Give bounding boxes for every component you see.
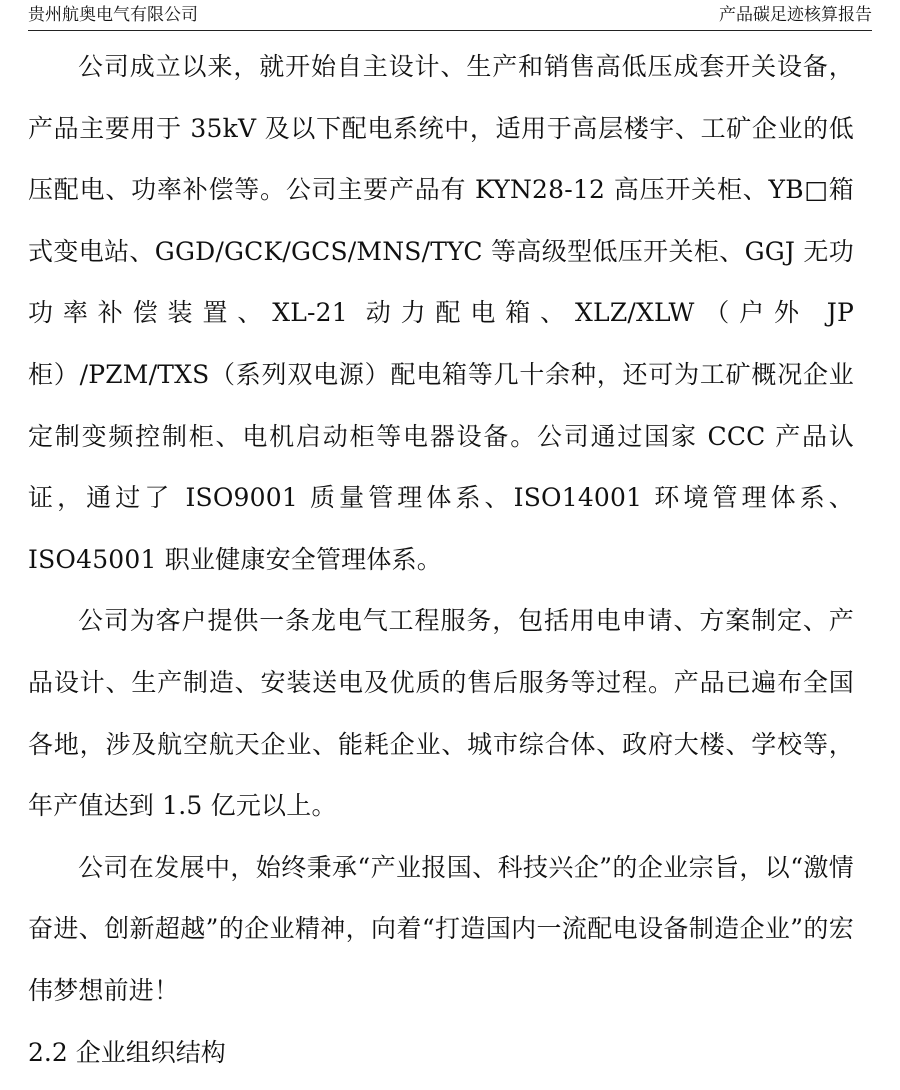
paragraph-company-mission: 公司在发展中，始终秉承“产业报国、科技兴企”的企业宗旨，以“激情奋进、创新超越”的企业精神，向着“打造国内一流配电设备制造企业”的宏伟梦想前进！ [28, 852, 854, 1005]
section-heading: 2.2 企业组织结构 [28, 1037, 226, 1067]
paragraph-company-services: 公司为客户提供一条龙电气工程服务，包括用电申请、方案制定、产品设计、生产制造、安装送电及优质的售后服务等过程。产品已遍布全国各地，涉及航空航天企业、能耗企业、城市综合体、政府大楼、学校等，年产值达到 1.5 亿元以上。 [28, 606, 854, 821]
header-report-title: 产品碳足迹核算报告 [719, 5, 872, 25]
page-header [28, 0, 872, 31]
document-body [28, 36, 854, 1083]
header-company-name: 贵州航奥电气有限公司 [28, 5, 198, 25]
paragraph-company-products: 公司成立以来，就开始自主设计、生产和销售高低压成套开关设备，产品主要用于 35kV 及以下配电系统中，适用于高层楼宇、工矿企业的低压配电、功率补偿等。公司主要产品有 KYN28-12 高压开关柜、YB□箱式变电站、GGD/GCK/GCS/MNS/TYC 等高级型低压开关柜、GGJ 无功功率补偿装置、XL-21 动力配电箱、XLZ/XLW（户外 JP 柜）/PZM/TXS（系列双电源）配电箱等几十余种，还可为工矿概况企业定制变频控制柜、电机启动柜等电器设备。公司通过国家 CCC 产品认证，通过了 ISO9001 质量管理体系、ISO14001 环境管理体系、ISO45001 职业健康安全管理体系。 [28, 52, 854, 574]
